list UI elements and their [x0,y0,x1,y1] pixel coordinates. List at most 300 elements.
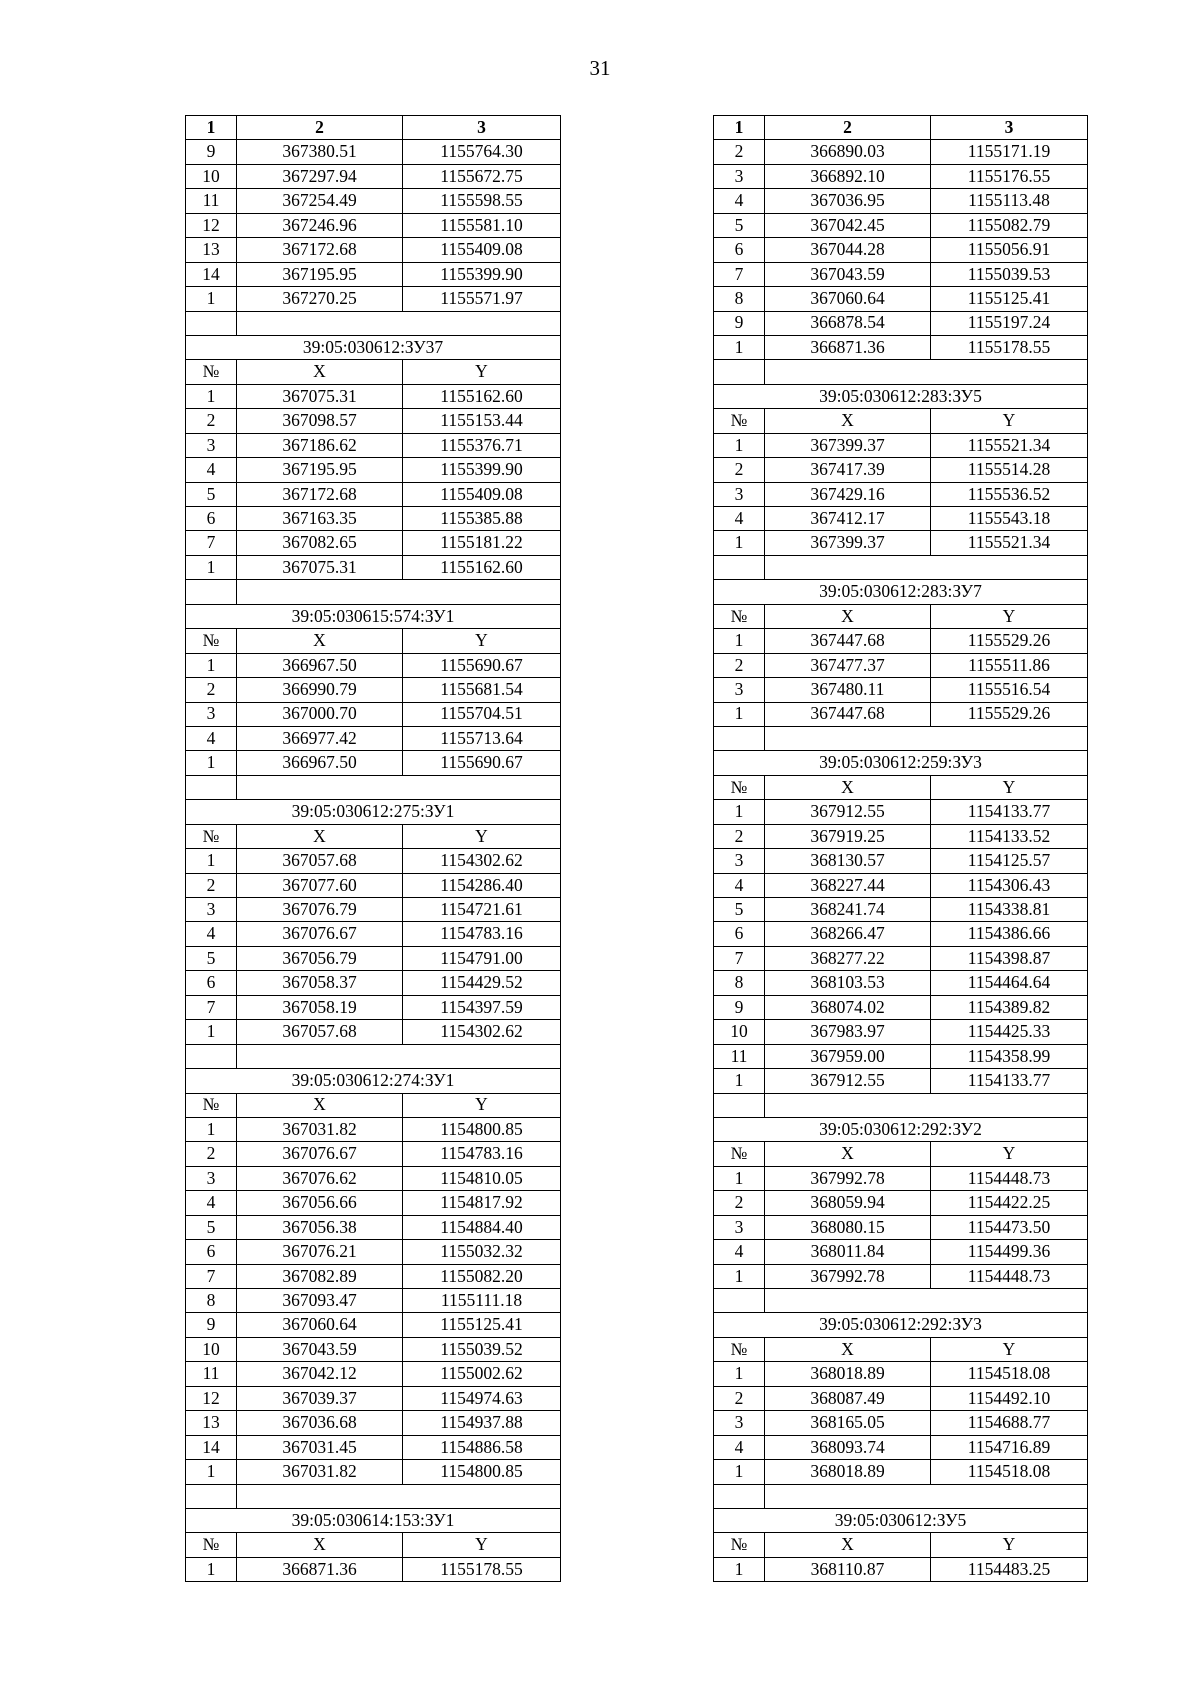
x-coordinate: 368059.94 [765,1191,931,1215]
y-coordinate: 1154937.88 [403,1411,561,1435]
point-number: 1 [714,1166,765,1190]
empty-cell [765,1289,1088,1313]
parcel-cadastral-number: 39:05:030612:ЗУ5 [714,1508,1088,1532]
y-coordinate: 1155082.79 [931,213,1088,237]
spacer-row [714,555,1088,579]
column-header-row [186,1093,561,1117]
y-coordinate: 1155082.20 [403,1264,561,1288]
point-number: 7 [186,531,237,555]
y-coordinate: 1155409.08 [403,238,561,262]
spacer-row [714,1093,1088,1117]
parcel-title-row [714,1313,1088,1337]
parcel-cadastral-number: 39:05:030615:574:ЗУ1 [186,604,561,628]
point-number: 4 [714,1435,765,1459]
x-coordinate: 367172.68 [237,482,403,506]
coordinate-row [186,1289,561,1313]
point-number: 6 [714,922,765,946]
x-coordinate: 367919.25 [765,824,931,848]
point-number: 8 [714,287,765,311]
point-number: 11 [186,189,237,213]
empty-cell [714,555,765,579]
point-number: 9 [714,995,765,1019]
x-coordinate: 367195.95 [237,262,403,286]
point-number: 14 [186,262,237,286]
coordinate-row [714,1166,1088,1190]
y-coordinate: 1155598.55 [403,189,561,213]
x-coordinate: 367076.67 [237,1142,403,1166]
x-coordinate: 366990.79 [237,678,403,702]
point-number: 1 [186,287,237,311]
point-number: 3 [714,678,765,702]
y-coordinate: 1154133.52 [931,824,1088,848]
x-coordinate: 367056.66 [237,1191,403,1215]
coordinate-row [186,1215,561,1239]
y-coordinate: 1154800.85 [403,1460,561,1484]
point-number: 8 [714,971,765,995]
parcel-cadastral-number: 39:05:030612:292:ЗУ3 [714,1313,1088,1337]
point-number: 2 [714,1191,765,1215]
x-coordinate: 367057.68 [237,1020,403,1044]
y-coordinate: 1154783.16 [403,922,561,946]
coordinate-row [186,1117,561,1141]
x-coordinate: 368130.57 [765,849,931,873]
x-coordinate: 367000.70 [237,702,403,726]
x-coordinate: 368011.84 [765,1240,931,1264]
x-coordinate: 367077.60 [237,873,403,897]
y-coordinate: 1155178.55 [403,1557,561,1581]
y-coordinate: 1155713.64 [403,726,561,750]
x-coordinate: 366892.10 [765,164,931,188]
x-coordinate: 366871.36 [765,335,931,359]
header-cell: 1 [714,116,765,140]
coordinate-row [714,507,1088,531]
y-coordinate: 1155521.34 [931,531,1088,555]
x-coordinate: 368241.74 [765,898,931,922]
coordinate-row [714,433,1088,457]
point-number: 1 [186,1020,237,1044]
coordinate-row [186,653,561,677]
coordinate-row [186,238,561,262]
spacer-row [186,775,561,799]
point-number: 1 [714,531,765,555]
parcel-title-row [714,751,1088,775]
column-header-cell: № [714,775,765,799]
point-number: 3 [714,849,765,873]
parcel-title-row [186,604,561,628]
x-coordinate: 368093.74 [765,1435,931,1459]
point-number: 7 [714,946,765,970]
column-header-cell: № [714,1533,765,1557]
x-coordinate: 367246.96 [237,213,403,237]
coordinate-row [714,898,1088,922]
coordinate-row [714,238,1088,262]
point-number: 2 [714,653,765,677]
y-coordinate: 1155111.18 [403,1289,561,1313]
coordinate-row [714,1386,1088,1410]
column-header-cell: X [237,629,403,653]
spacer-row [186,580,561,604]
point-number: 2 [714,824,765,848]
column-header-row [714,1337,1088,1361]
point-number: 4 [714,507,765,531]
x-coordinate: 367380.51 [237,140,403,164]
coordinate-row [714,1411,1088,1435]
header-row [186,116,561,140]
x-coordinate: 367992.78 [765,1264,931,1288]
point-number: 1 [714,629,765,653]
column-header-cell: № [714,409,765,433]
y-coordinate: 1154518.08 [931,1460,1088,1484]
coordinate-row [714,1240,1088,1264]
x-coordinate: 367429.16 [765,482,931,506]
y-coordinate: 1155125.41 [931,287,1088,311]
x-coordinate: 367042.45 [765,213,931,237]
point-number: 5 [186,1215,237,1239]
x-coordinate: 367039.37 [237,1386,403,1410]
coordinate-row [186,678,561,702]
empty-cell [765,726,1088,750]
x-coordinate: 367477.37 [765,653,931,677]
point-number: 5 [714,898,765,922]
column-header-cell: X [765,1142,931,1166]
coordinate-row [186,482,561,506]
x-coordinate: 367399.37 [765,531,931,555]
y-coordinate: 1154125.57 [931,849,1088,873]
header-cell: 2 [765,116,931,140]
coordinate-row [714,287,1088,311]
y-coordinate: 1154425.33 [931,1020,1088,1044]
column-header-cell: Y [931,604,1088,628]
point-number: 13 [186,238,237,262]
coordinate-row [186,555,561,579]
parcel-cadastral-number: 39:05:030612:283:ЗУ7 [714,580,1088,604]
x-coordinate: 367042.12 [237,1362,403,1386]
coordinate-row [714,189,1088,213]
coordinates-table-right [713,115,1088,1582]
column-header-row [714,1533,1088,1557]
spacer-row [186,1484,561,1508]
x-coordinate: 366967.50 [237,751,403,775]
x-coordinate: 367172.68 [237,238,403,262]
x-coordinate: 366871.36 [237,1557,403,1581]
x-coordinate: 367031.82 [237,1460,403,1484]
column-header-row [186,1533,561,1557]
y-coordinate: 1155521.34 [931,433,1088,457]
point-number: 5 [186,482,237,506]
y-coordinate: 1154688.77 [931,1411,1088,1435]
coordinate-row [186,213,561,237]
spacer-row [714,360,1088,384]
point-number: 1 [714,433,765,457]
column-header-row [714,409,1088,433]
column-header-cell: X [765,409,931,433]
column-header-cell: Y [931,1142,1088,1166]
parcel-cadastral-number: 39:05:030612:274:ЗУ1 [186,1069,561,1093]
coordinate-row [186,946,561,970]
y-coordinate: 1155681.54 [403,678,561,702]
y-coordinate: 1155529.26 [931,702,1088,726]
column-header-cell: X [765,775,931,799]
point-number: 6 [186,971,237,995]
coordinate-row [186,262,561,286]
y-coordinate: 1155032.32 [403,1240,561,1264]
point-number: 10 [714,1020,765,1044]
spacer-row [714,1289,1088,1313]
column-header-cell: № [714,1337,765,1361]
empty-cell [765,360,1088,384]
x-coordinate: 367447.68 [765,629,931,653]
parcel-title-row [714,1117,1088,1141]
empty-cell [714,726,765,750]
y-coordinate: 1154302.62 [403,849,561,873]
y-coordinate: 1155516.54 [931,678,1088,702]
column-header-cell: № [714,1142,765,1166]
coordinate-row [714,482,1088,506]
point-number: 7 [186,1264,237,1288]
coordinate-row [186,140,561,164]
empty-cell [237,1484,561,1508]
y-coordinate: 1155181.22 [403,531,561,555]
empty-cell [186,1044,237,1068]
x-coordinate: 367270.25 [237,287,403,311]
point-number: 9 [186,1313,237,1337]
parcel-cadastral-number: 39:05:030612:292:ЗУ2 [714,1117,1088,1141]
coordinate-row [714,164,1088,188]
coordinate-row [714,458,1088,482]
x-coordinate: 367447.68 [765,702,931,726]
x-coordinate: 367412.17 [765,507,931,531]
point-number: 3 [714,164,765,188]
x-coordinate: 368165.05 [765,1411,931,1435]
y-coordinate: 1154422.25 [931,1191,1088,1215]
y-coordinate: 1154358.99 [931,1044,1088,1068]
x-coordinate: 368103.53 [765,971,931,995]
y-coordinate: 1154716.89 [931,1435,1088,1459]
y-coordinate: 1154817.92 [403,1191,561,1215]
x-coordinate: 367195.95 [237,458,403,482]
empty-cell [765,555,1088,579]
column-header-row [714,604,1088,628]
column-header-cell: X [765,604,931,628]
coordinate-row [714,311,1088,335]
point-number: 4 [186,1191,237,1215]
y-coordinate: 1154499.36 [931,1240,1088,1264]
coordinate-row [714,1069,1088,1093]
coordinate-row [714,629,1088,653]
y-coordinate: 1154492.10 [931,1386,1088,1410]
header-cell: 2 [237,116,403,140]
y-coordinate: 1154791.00 [403,946,561,970]
point-number: 3 [714,1215,765,1239]
parcel-title-row [714,580,1088,604]
point-number: 1 [186,653,237,677]
point-number: 1 [714,702,765,726]
empty-cell [186,775,237,799]
coordinate-row [186,1020,561,1044]
x-coordinate: 366967.50 [237,653,403,677]
point-number: 1 [186,751,237,775]
header-cell: 3 [931,116,1088,140]
coordinate-row [186,458,561,482]
y-coordinate: 1155672.75 [403,164,561,188]
point-number: 10 [186,1337,237,1361]
y-coordinate: 1155056.91 [931,238,1088,262]
y-coordinate: 1154448.73 [931,1166,1088,1190]
coordinate-row [714,800,1088,824]
empty-cell [765,1484,1088,1508]
coordinate-row [714,1460,1088,1484]
x-coordinate: 367093.47 [237,1289,403,1313]
y-coordinate: 1154386.66 [931,922,1088,946]
point-number: 4 [186,922,237,946]
y-coordinate: 1155399.90 [403,262,561,286]
point-number: 1 [714,1264,765,1288]
column-header-cell: № [186,1093,237,1117]
empty-cell [186,1484,237,1508]
x-coordinate: 367036.95 [765,189,931,213]
point-number: 9 [186,140,237,164]
column-header-cell: Y [403,1533,561,1557]
point-number: 1 [714,1460,765,1484]
x-coordinate: 367076.62 [237,1166,403,1190]
x-coordinate: 368080.15 [765,1215,931,1239]
empty-cell [714,1289,765,1313]
point-number: 1 [186,1117,237,1141]
header-cell: 3 [403,116,561,140]
column-header-row [186,360,561,384]
point-number: 5 [186,946,237,970]
coordinate-row [186,1240,561,1264]
y-coordinate: 1155543.18 [931,507,1088,531]
y-coordinate: 1155178.55 [931,335,1088,359]
y-coordinate: 1155197.24 [931,311,1088,335]
column-header-cell: № [186,824,237,848]
y-coordinate: 1155162.60 [403,555,561,579]
empty-cell [714,1093,765,1117]
y-coordinate: 1155113.48 [931,189,1088,213]
x-coordinate: 367043.59 [765,262,931,286]
coordinate-row [186,726,561,750]
header-cell: 1 [186,116,237,140]
coordinates-table-left [185,115,561,1582]
point-number: 1 [186,555,237,579]
x-coordinate: 368227.44 [765,873,931,897]
point-number: 2 [186,1142,237,1166]
coordinate-row [186,751,561,775]
point-number: 1 [714,800,765,824]
coordinate-row [714,922,1088,946]
spacer-row [186,311,561,335]
empty-cell [765,1093,1088,1117]
column-header-cell: № [186,1533,237,1557]
y-coordinate: 1154721.61 [403,898,561,922]
y-coordinate: 1155376.71 [403,433,561,457]
coordinate-row [186,287,561,311]
x-coordinate: 367060.64 [765,287,931,311]
x-coordinate: 367076.79 [237,898,403,922]
x-coordinate: 367075.31 [237,555,403,579]
coordinate-row [714,653,1088,677]
empty-cell [237,311,561,335]
x-coordinate: 366890.03 [765,140,931,164]
x-coordinate: 367076.21 [237,1240,403,1264]
column-header-cell: X [765,1337,931,1361]
y-coordinate: 1154974.63 [403,1386,561,1410]
point-number: 4 [714,189,765,213]
point-number: 3 [714,1411,765,1435]
point-number: 1 [186,1557,237,1581]
y-coordinate: 1154464.64 [931,971,1088,995]
y-coordinate: 1155002.62 [403,1362,561,1386]
y-coordinate: 1155039.52 [403,1337,561,1361]
x-coordinate: 367036.68 [237,1411,403,1435]
x-coordinate: 367075.31 [237,384,403,408]
point-number: 2 [714,458,765,482]
point-number: 8 [186,1289,237,1313]
y-coordinate: 1155571.97 [403,287,561,311]
coordinate-row [714,678,1088,702]
parcel-cadastral-number: 39:05:030614:153:ЗУ1 [186,1508,561,1532]
coordinate-row [714,995,1088,1019]
parcel-cadastral-number: 39:05:030612:ЗУ37 [186,335,561,359]
empty-cell [714,1484,765,1508]
point-number: 6 [714,238,765,262]
y-coordinate: 1155385.88 [403,507,561,531]
point-number: 2 [186,678,237,702]
column-header-cell: № [714,604,765,628]
y-coordinate: 1154302.62 [403,1020,561,1044]
spacer-row [714,726,1088,750]
point-number: 2 [186,409,237,433]
point-number: 12 [186,1386,237,1410]
y-coordinate: 1154483.25 [931,1557,1088,1581]
coordinate-row [186,1435,561,1459]
point-number: 3 [186,1166,237,1190]
point-number: 13 [186,1411,237,1435]
point-number: 4 [186,458,237,482]
parcel-title-row [186,800,561,824]
empty-cell [237,775,561,799]
y-coordinate: 1155529.26 [931,629,1088,653]
x-coordinate: 367044.28 [765,238,931,262]
point-number: 7 [714,262,765,286]
y-coordinate: 1154338.81 [931,898,1088,922]
coordinate-row [186,1386,561,1410]
column-header-cell: № [186,360,237,384]
x-coordinate: 367297.94 [237,164,403,188]
coordinate-row [714,1215,1088,1239]
column-header-row [186,824,561,848]
x-coordinate: 368087.49 [765,1386,931,1410]
coordinate-row [186,1411,561,1435]
column-header-cell: Y [403,1093,561,1117]
point-number: 1 [714,1069,765,1093]
y-coordinate: 1155536.52 [931,482,1088,506]
y-coordinate: 1155511.86 [931,653,1088,677]
point-number: 11 [714,1044,765,1068]
column-header-cell: № [186,629,237,653]
x-coordinate: 367082.89 [237,1264,403,1288]
column-header-cell: X [237,1533,403,1557]
x-coordinate: 367912.55 [765,1069,931,1093]
coordinate-row [186,898,561,922]
empty-cell [237,1044,561,1068]
y-coordinate: 1155125.41 [403,1313,561,1337]
point-number: 11 [186,1362,237,1386]
coordinate-row [186,702,561,726]
coordinate-row [714,1264,1088,1288]
x-coordinate: 367056.79 [237,946,403,970]
